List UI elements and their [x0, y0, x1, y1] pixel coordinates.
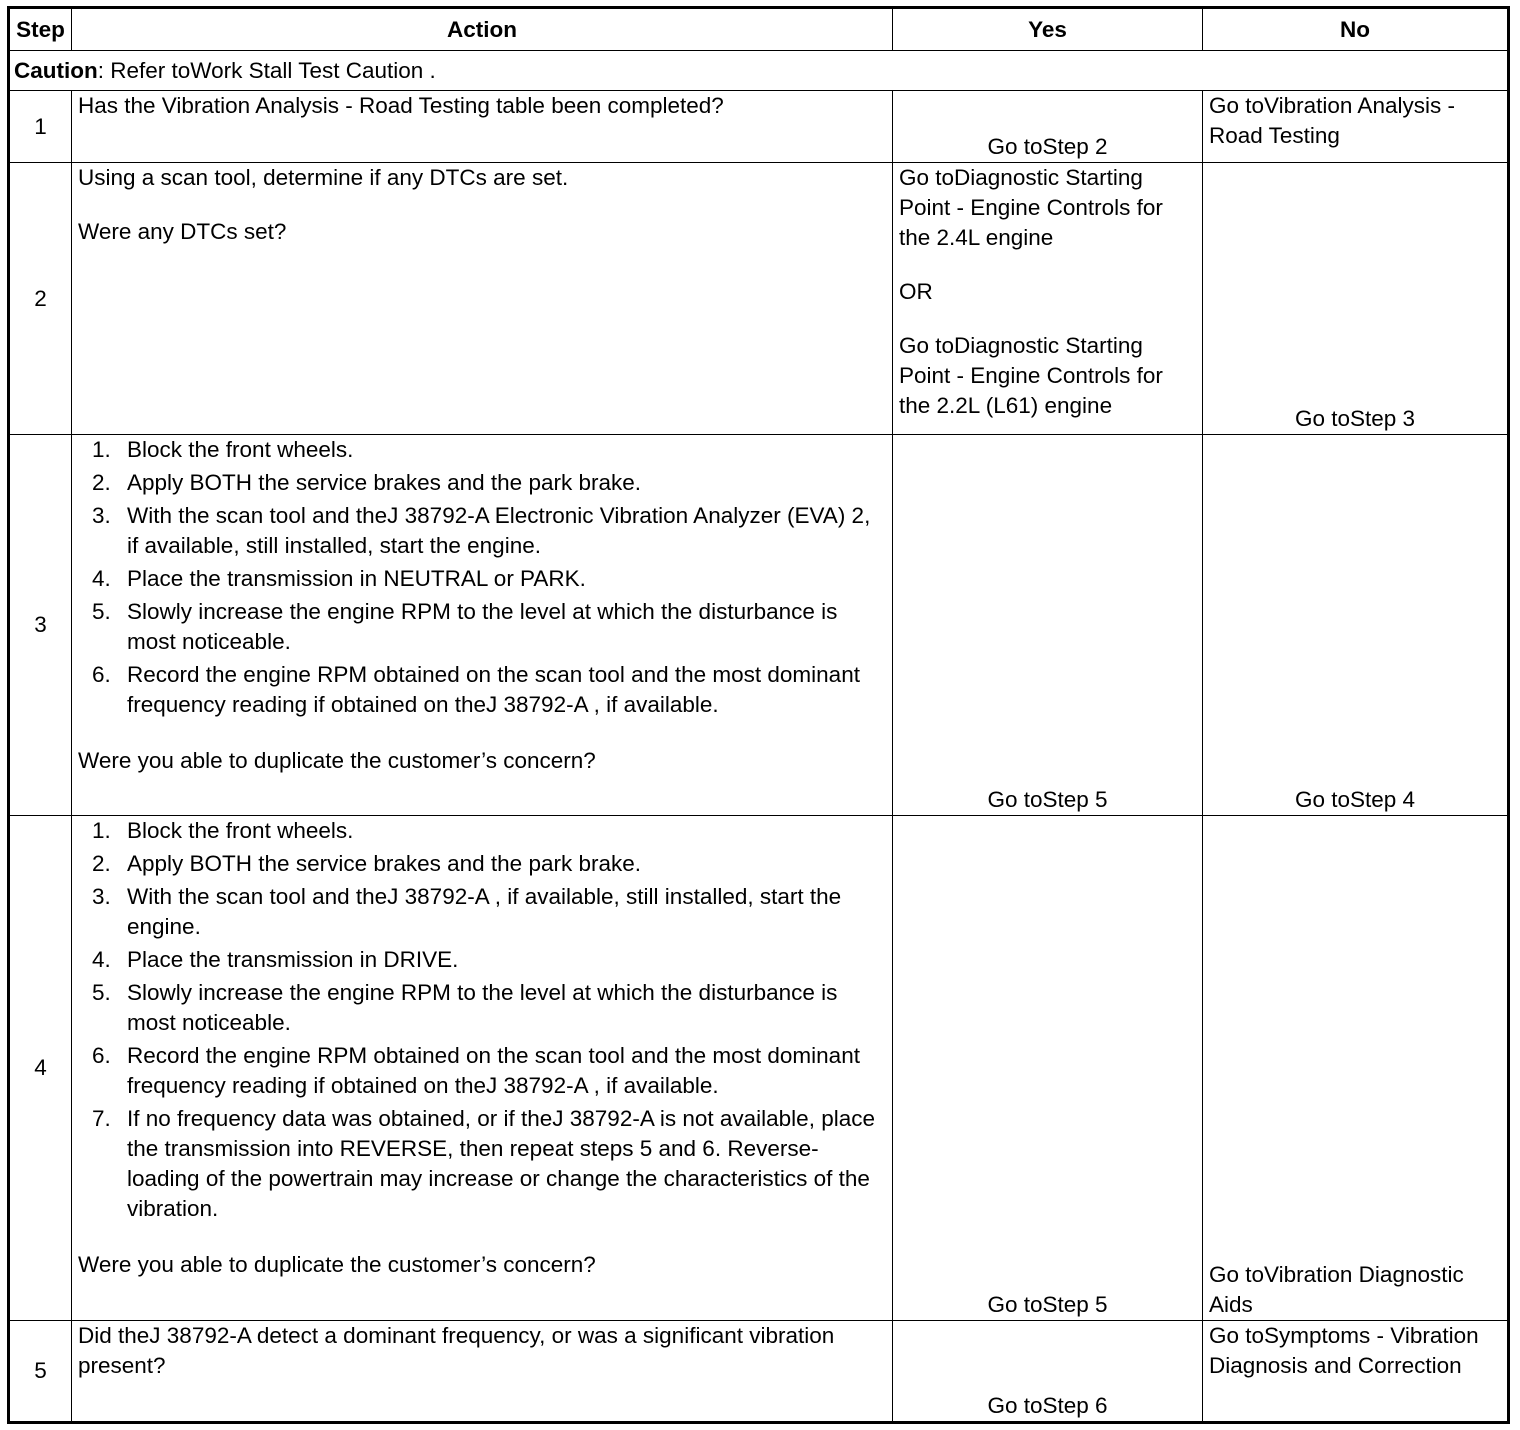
- yes-cell: Go toStep 2: [893, 91, 1203, 163]
- yes-option-a: Go toDiagnostic Starting Point - Engine Controls for the 2.4L engine: [899, 165, 1163, 250]
- action-cell: [72, 816, 893, 1321]
- list-item: 6. Record the engine RPM obtained on the scan tool and the most dominant frequency reading if obtained on theJ 38792-A , if available.: [92, 1043, 860, 1098]
- yes-cell: [893, 163, 1203, 435]
- header-step: Step: [9, 8, 72, 51]
- list-item: 5. Slowly increase the engine RPM to the level at which the disturbance is most noticeable.: [92, 599, 838, 654]
- caution-row: [9, 51, 1509, 91]
- list-item-text: Block the front wheels.: [127, 437, 354, 462]
- yes-cell: Go toStep 6: [893, 1321, 1203, 1423]
- list-item-text: With the scan tool and theJ 38792-A , if available, still installed, start the engine.: [127, 884, 842, 939]
- diagnostic-table: [7, 6, 1510, 1424]
- no-cell: Go toStep 3: [1203, 163, 1509, 435]
- no-cell: Go toSymptoms - Vibration Diagnosis and Correction: [1203, 1321, 1509, 1423]
- action-cell: [72, 435, 893, 816]
- list-item-text: Apply BOTH the service brakes and the park brake.: [127, 470, 641, 495]
- action-text: Has the Vibration Analysis - Road Testing table been completed?: [78, 93, 724, 118]
- step-number: 2: [9, 163, 72, 435]
- caution-cell: [9, 51, 1509, 91]
- list-item-text: Block the front wheels.: [127, 818, 354, 843]
- list-item-text: With the scan tool and theJ 38792-A Electronic Vibration Analyzer (EVA) 2, if available, still installed, start the engine.: [127, 503, 871, 558]
- table-row: [9, 435, 1509, 816]
- action-text: Did theJ 38792-A detect a dominant frequency, or was a significant vibration present?: [78, 1323, 835, 1378]
- header-action: Action: [72, 8, 893, 51]
- list-item-text: Record the engine RPM obtained on the scan tool and the most dominant frequency reading if obtained on theJ 38792-A , if available.: [127, 662, 860, 717]
- list-item: 1. Block the front wheels.: [92, 437, 354, 462]
- list-item: 7. If no frequency data was obtained, or if theJ 38792-A is not available, place the transmission into REVERSE, then repeat steps 5 and 6. Reverse-loading of the powertrain may increase or change the characteristics of the vibration.: [92, 1106, 875, 1221]
- list-item: 6. Record the engine RPM obtained on the scan tool and the most dominant frequency reading if obtained on theJ 38792-A , if available.: [92, 662, 860, 717]
- no-cell: Go toVibration Analysis - Road Testing: [1203, 91, 1509, 163]
- list-item: 1. Block the front wheels.: [92, 818, 354, 843]
- list-item-text: Place the transmission in NEUTRAL or PARK.: [127, 566, 586, 591]
- list-item-text: If no frequency data was obtained, or if theJ 38792-A is not available, place the transmission into REVERSE, then repeat steps 5 and 6. Reverse-loading of the powertrain may increase or change the characteristics of the vibration.: [127, 1106, 875, 1221]
- step-number: 5: [9, 1321, 72, 1423]
- list-item: 3. With the scan tool and theJ 38792-A , if available, still installed, start the engine.: [92, 884, 842, 939]
- action-cell: [72, 1321, 893, 1423]
- action-text: Using a scan tool, determine if any DTCs are set.: [78, 165, 569, 190]
- yes-cell: Go toStep 5: [893, 816, 1203, 1321]
- list-item: 5. Slowly increase the engine RPM to the level at which the disturbance is most noticeable.: [92, 980, 838, 1035]
- yes-or: OR: [899, 279, 933, 304]
- yes-cell: Go toStep 5: [893, 435, 1203, 816]
- header-row: [9, 8, 1509, 51]
- action-question: Were you able to duplicate the customer’s concern?: [78, 748, 596, 773]
- list-item: 2. Apply BOTH the service brakes and the park brake.: [92, 470, 641, 495]
- list-item-text: Slowly increase the engine RPM to the level at which the disturbance is most noticeable.: [127, 599, 838, 654]
- no-cell: Go toStep 4: [1203, 435, 1509, 816]
- no-cell: Go toVibration Diagnostic Aids: [1203, 816, 1509, 1321]
- list-item: 4. Place the transmission in NEUTRAL or PARK.: [92, 566, 586, 591]
- step-number: 4: [9, 816, 72, 1321]
- action-question: Were you able to duplicate the customer’s concern?: [78, 1252, 596, 1277]
- step-number: 1: [9, 91, 72, 163]
- action-question: Were any DTCs set?: [78, 219, 287, 244]
- caution-label: Caution: [14, 57, 98, 83]
- procedure-list: [78, 816, 886, 1224]
- caution-text: : Refer toWork Stall Test Caution .: [97, 57, 436, 83]
- action-cell: [72, 91, 893, 163]
- list-item-text: Record the engine RPM obtained on the scan tool and the most dominant frequency reading if obtained on theJ 38792-A , if available.: [127, 1043, 860, 1098]
- action-cell: [72, 163, 893, 435]
- list-item-text: Place the transmission in DRIVE.: [127, 947, 459, 972]
- table-row: [9, 91, 1509, 163]
- list-item-text: Apply BOTH the service brakes and the park brake.: [127, 851, 641, 876]
- list-item: 2. Apply BOTH the service brakes and the park brake.: [92, 851, 641, 876]
- header-no: No: [1203, 8, 1509, 51]
- list-item-text: Slowly increase the engine RPM to the level at which the disturbance is most noticeable.: [127, 980, 838, 1035]
- yes-option-b: Go toDiagnostic Starting Point - Engine Controls for the 2.2L (L61) engine: [899, 333, 1163, 418]
- procedure-list: [78, 435, 886, 720]
- header-yes: Yes: [893, 8, 1203, 51]
- table-row: [9, 163, 1509, 435]
- step-number: 3: [9, 435, 72, 816]
- table-row: [9, 1321, 1509, 1423]
- list-item: 4. Place the transmission in DRIVE.: [92, 947, 459, 972]
- table-row: [9, 816, 1509, 1321]
- list-item: 3. With the scan tool and theJ 38792-A Electronic Vibration Analyzer (EVA) 2, if available, still installed, start the engine.: [92, 503, 871, 558]
